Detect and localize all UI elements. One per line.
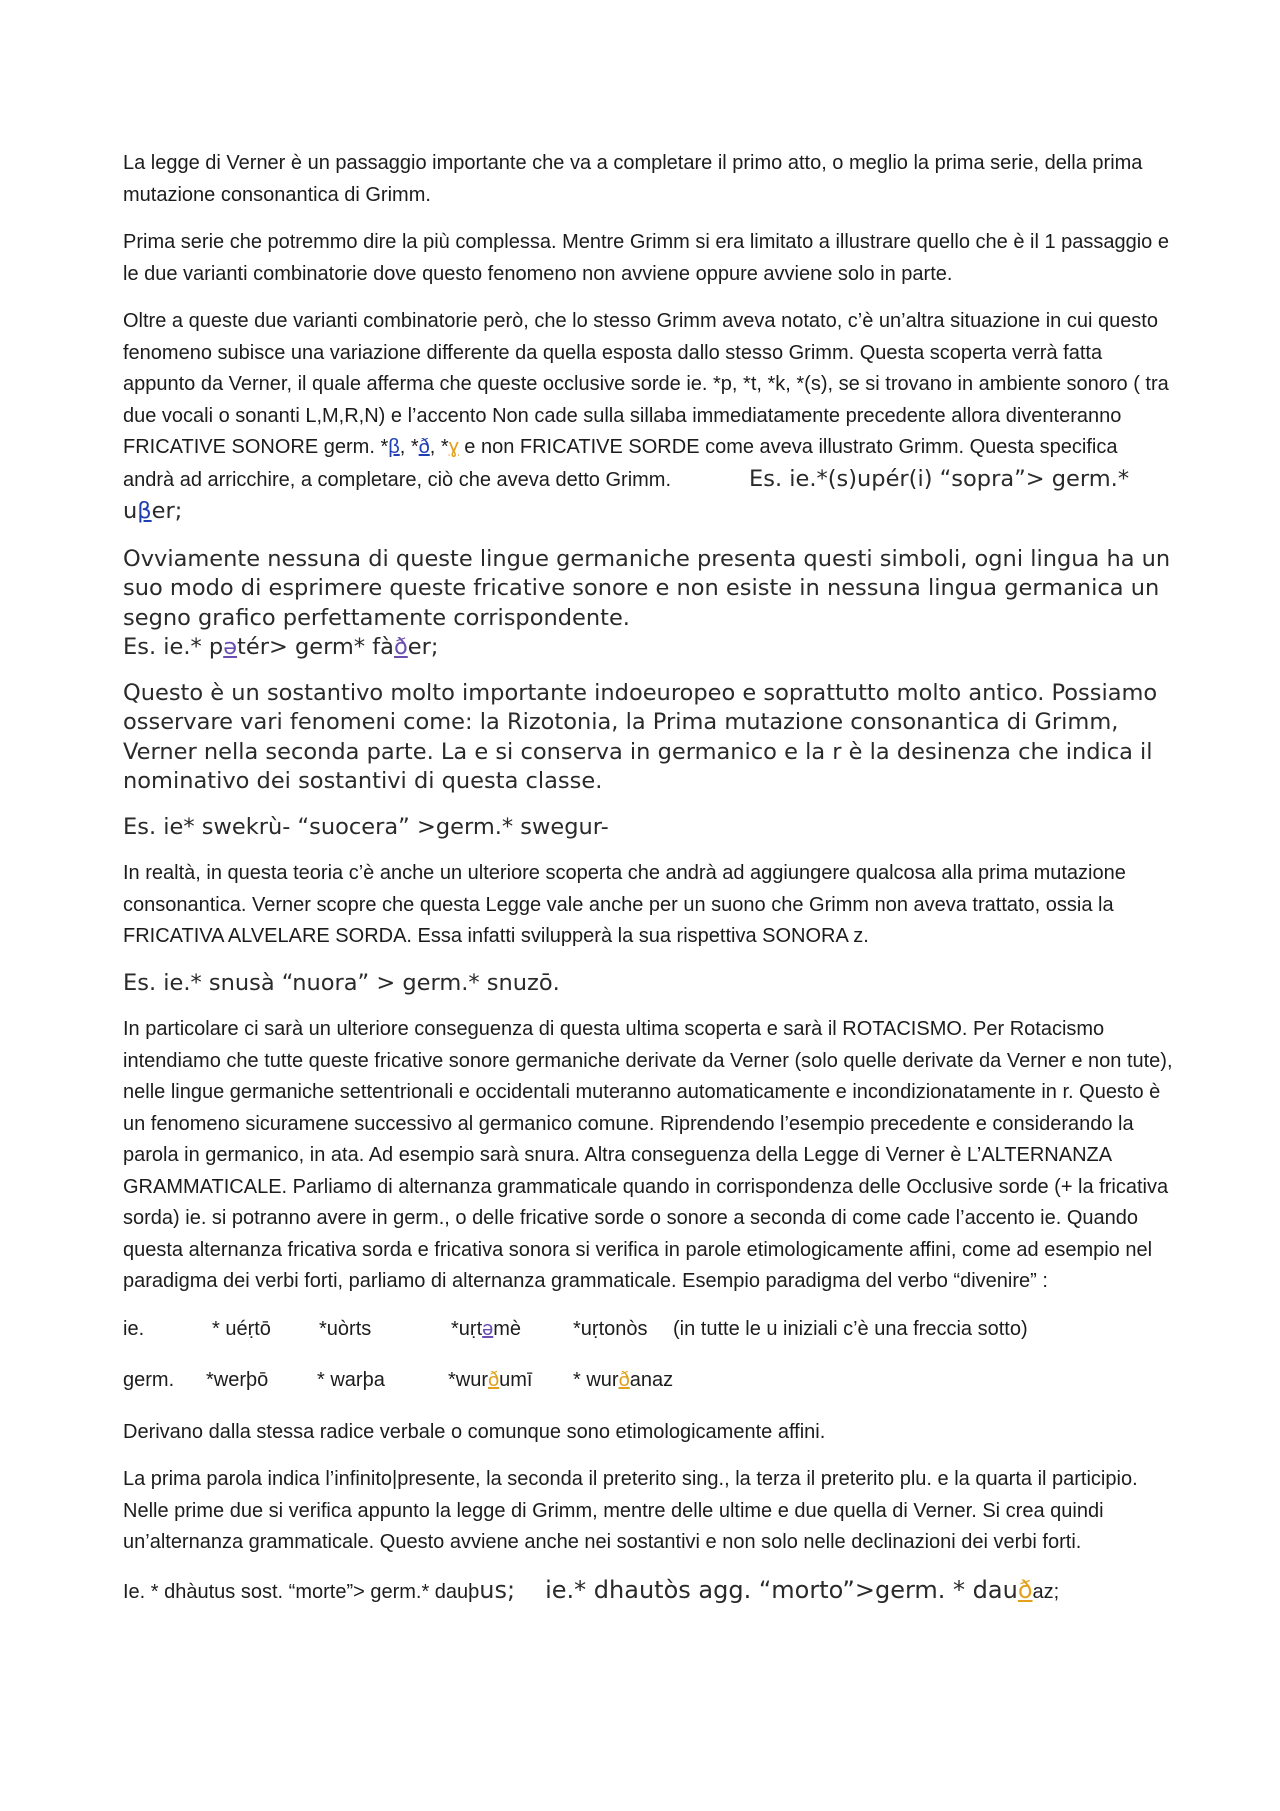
- example-pater: [123, 633, 1173, 663]
- word-part: umī: [499, 1369, 533, 1391]
- paragraph-rotacismo: In particolare ci sarà un ulteriore conseguenza di questa ultima scoperta e sarà il ROTACISMO. Per Rotacismo intendiamo che tutte queste fricative sonore germaniche derivate da Verner (solo quelle derivate da Verner e non tute), nelle lingue germaniche settentrionali e occidentali muteranno automaticamente e incondizionatamente in r. Questo è un fenomeno sicuramene successivo al germanico comune. Riprendendo l’esempio precedente e considerando la parola in germanico, in ata. Ad esempio sarà snura. Altra conseguenza della Legge di Verner è L’ALTERNANZA GRAMMATICALE. Parliamo di alternanza grammaticale quando in corrispondenza delle Occlusive sorde (+ la fricativa sorda) ie. si potranno avere in germ., o delle fricative sorde o sonore a seconda di come cade l’accento ie. Quando questa alternanza fricativa sorda e fricativa sonora si verifica in parole etimologicamente affini, come ad esempio nel paradigma dei verbi forti, parliamo di alternanza grammaticale. Esempio paradigma del verbo “divenire” :: [123, 1018, 1173, 1292]
- example-text: Es. ie.* p: [123, 634, 224, 660]
- paradigm-word: * uéṛtō: [212, 1317, 271, 1340]
- paradigm-note: (in tutte le u iniziali c’è una freccia sotto): [673, 1317, 1028, 1340]
- example-text: er;: [151, 498, 183, 524]
- example-snusa: Es. ie.* snusà “nuora” > germ.* snuzō.: [123, 969, 560, 996]
- paradigm-word: *werþō: [206, 1369, 269, 1391]
- example-text: ie.* dhautòs agg. “morto”>germ. * dau: [545, 1575, 1018, 1604]
- word-part: *wur: [448, 1369, 489, 1391]
- paragraph-symbols: Ovviamente nessuna di queste lingue germaniche presenta questi simboli, ogni lingua ha un suo modo di esprimere queste fricative sonore e non esiste in nessuna lingua germanica un segno grafico perfettamente corrispondente.: [123, 545, 1171, 631]
- paradigm-word: [451, 1314, 573, 1346]
- example-text: us;: [479, 1575, 516, 1604]
- paradigm-word: * warþa: [317, 1369, 385, 1391]
- paradigm-row-germ: [123, 1365, 1173, 1397]
- paradigm-word: [448, 1365, 573, 1397]
- symbol-eth: ð: [1017, 1575, 1033, 1604]
- paradigm-word: [573, 1365, 673, 1397]
- paradigm-row-ie: [123, 1314, 1173, 1346]
- word-part: * wur: [573, 1369, 619, 1391]
- example-text: Es. ie.*(s)upér(i) “sopra”> germ.* u: [123, 465, 1130, 524]
- paradigm-word: *uòrts: [319, 1317, 372, 1340]
- word-part: *uṛt: [451, 1317, 483, 1340]
- word-part: anaz: [629, 1369, 674, 1391]
- paragraph-text: e non FRICATIVE SORDE come aveva illustrato Grimm. Questa specifica andrà ad arricchire, a completare, ciò che aveva detto Grimm.: [123, 436, 1118, 491]
- paragraph-infinito: La prima parola indica l’infinito|presente, la seconda il preterito sing., la terza il preterito plu. e la quarta il participio. Nelle prime due si verifica appunto la legge di Grimm, mentre delle ultime e due quella di Verner. Si crea quindi un’alternanza grammaticale. Questo avviene anche nei sostantivi e non solo nelle declinazioni dei verbi forti.: [123, 1468, 1138, 1553]
- example-swekru: Es. ie* swekrù- “suocera” >germ.* swegur-: [123, 813, 609, 840]
- separator: , *: [429, 436, 449, 458]
- symbol-beta: β: [388, 436, 400, 458]
- paragraph-text: Oltre a queste due varianti combinatorie però, che lo stesso Grimm aveva notato, c’è un’altra situazione in cui questo fenomeno subisce una variazione differente da quella esposta dallo stesso Grimm. Questa scoperta verrà fatta appunto da Verner, il quale afferma che queste occlusive sorde ie. *p, *t, *k, *(s), se si trovano in ambiente sonoro ( tra due vocali o sonanti L,M,R,N) e l’accento Non cade sulla sillaba immediatamente precedente allora diventeranno FRICATIVE SONORE germ. *: [123, 310, 1169, 458]
- symbol-schwa: ə: [482, 1317, 494, 1340]
- row-label: ie.: [123, 1317, 145, 1340]
- paragraph-fricativa: In realtà, in questa teoria c’è anche un ulteriore scoperta che andrà ad aggiungere qualcosa alla prima mutazione consonantica. Verner scopre che questa Legge vale anche per un suono che Grimm non aveva trattato, ossia la FRICATIVA ALVELARE SORDA. Essa infatti svilupperà la sua rispettiva SONORA z.: [123, 862, 1126, 947]
- word-part: mè: [493, 1317, 522, 1340]
- document-page: [123, 148, 1173, 1624]
- paragraph-prima-serie: Prima serie che potremmo dire la più complessa. Mentre Grimm si era limitato a illustrare quello che è il 1 passaggio e le due varianti combinatorie dove questo fenomeno non avviene oppure avviene solo in parte.: [123, 231, 1169, 285]
- example-dhautus: [123, 1575, 1173, 1609]
- symbol-eth: ð: [418, 436, 430, 458]
- symbol-beta: β: [137, 498, 152, 524]
- example-text: tér> germ* fà: [237, 634, 394, 660]
- example-text: er;: [407, 634, 439, 660]
- row-label: germ.: [123, 1369, 175, 1391]
- example-text: Ie. * dhàutus sost. “morte”> germ.* dauþ: [123, 1580, 480, 1603]
- symbol-gamma: ɣ: [448, 436, 459, 458]
- paragraph-verner-discovery: [123, 306, 1173, 529]
- paragraph-intro: La legge di Verner è un passaggio importante che va a completare il primo atto, o meglio la prima serie, della prima mutazione consonantica di Grimm.: [123, 152, 1143, 206]
- example-text: az;: [1032, 1580, 1060, 1603]
- paradigm-word: *uṛtonòs: [573, 1317, 648, 1340]
- separator: , *: [399, 436, 419, 458]
- symbol-schwa: ə: [223, 634, 238, 660]
- symbol-eth: ð: [488, 1369, 500, 1391]
- paragraph-radice: Derivano dalla stessa radice verbale o comunque sono etimologicamente affini.: [123, 1420, 826, 1443]
- symbol-eth: ð: [618, 1369, 630, 1391]
- symbol-eth: ð: [393, 634, 408, 660]
- paragraph-sostantivo: Questo è un sostantivo molto importante indoeuropeo e soprattutto molto antico. Possiamo osservare vari fenomeni come: la Rizotonia, la Prima mutazione consonantica di Grimm, Verner nella seconda parte. La e si conserva in germanico e la r è la desinenza che indica il nominativo dei sostantivi di questa classe.: [123, 679, 1158, 794]
